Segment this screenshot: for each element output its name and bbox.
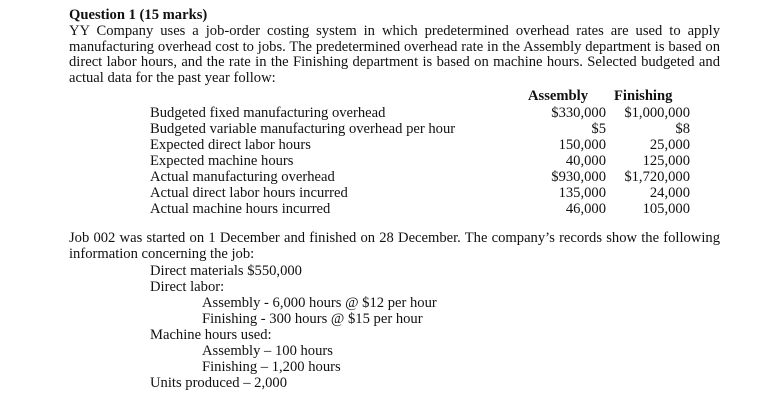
row-label: Expected direct labor hours [150,137,311,153]
assembly-value: 46,000 [565,201,606,217]
job-intro-line: Job 002 was started on 1 December and finished on 28 December. The company’s records show the following [69,230,720,246]
assembly-value: $5 [591,121,606,137]
finishing-value: 125,000 [642,153,690,169]
job-intro-line: information concerning the job: [69,245,255,262]
finishing-value: $8 [675,121,690,137]
direct-labor-label: Direct labor: [150,279,225,295]
row-label: Actual manufacturing overhead [150,169,335,185]
assembly-machine-hours: Assembly – 100 hours [202,343,333,359]
row-label: Actual machine hours incurred [150,201,331,217]
table-row [150,186,690,202]
question-heading: Question 1 (15 marks) [69,7,208,23]
column-header-finishing: Finishing [614,88,673,104]
assembly-value: 135,000 [558,185,606,201]
assembly-labor: Assembly - 6,000 hours @ $12 per hour [202,295,437,311]
intro-line: actual data for the past year follow: [69,69,276,86]
assembly-value: $330,000 [551,105,606,121]
units-produced: Units produced – 2,000 [150,375,288,391]
intro-line: manufacturing overhead cost to jobs. The predetermined overhead rate in the Assembly department is based on [69,38,720,55]
finishing-value: 105,000 [642,201,690,217]
row-label: Expected machine hours [150,153,294,169]
intro-line: YY Company uses a job-order costing system in which predetermined overhead rates are used to apply [69,23,720,39]
direct-materials: Direct materials $550,000 [150,263,302,279]
finishing-value: 24,000 [649,185,690,201]
column-header-assembly: Assembly [528,88,588,104]
question-intro [69,24,720,86]
finishing-value: 25,000 [649,137,690,153]
finishing-machine-hours: Finishing – 1,200 hours [202,359,341,375]
assembly-value: 40,000 [565,153,606,169]
table-row [150,122,690,138]
row-label: Budgeted variable manufacturing overhead per hour [150,121,456,137]
assembly-value: 150,000 [558,137,606,153]
assembly-value: $930,000 [551,169,606,185]
job-intro [69,231,720,262]
table-row [150,106,690,122]
row-label: Actual direct labor hours incurred [150,185,348,201]
table-row [150,138,690,154]
intro-line: direct labor hours, and the rate in the Finishing department is based on machine hours. Selected budgeted and [69,54,720,71]
finishing-value: $1,000,000 [624,105,690,121]
table-row [150,202,690,218]
machine-hours-label: Machine hours used: [150,327,272,343]
table-row [150,170,690,186]
table-row [150,154,690,170]
finishing-value: $1,720,000 [624,169,690,185]
row-label: Budgeted fixed manufacturing overhead [150,105,386,121]
finishing-labor: Finishing - 300 hours @ $15 per hour [202,311,423,327]
